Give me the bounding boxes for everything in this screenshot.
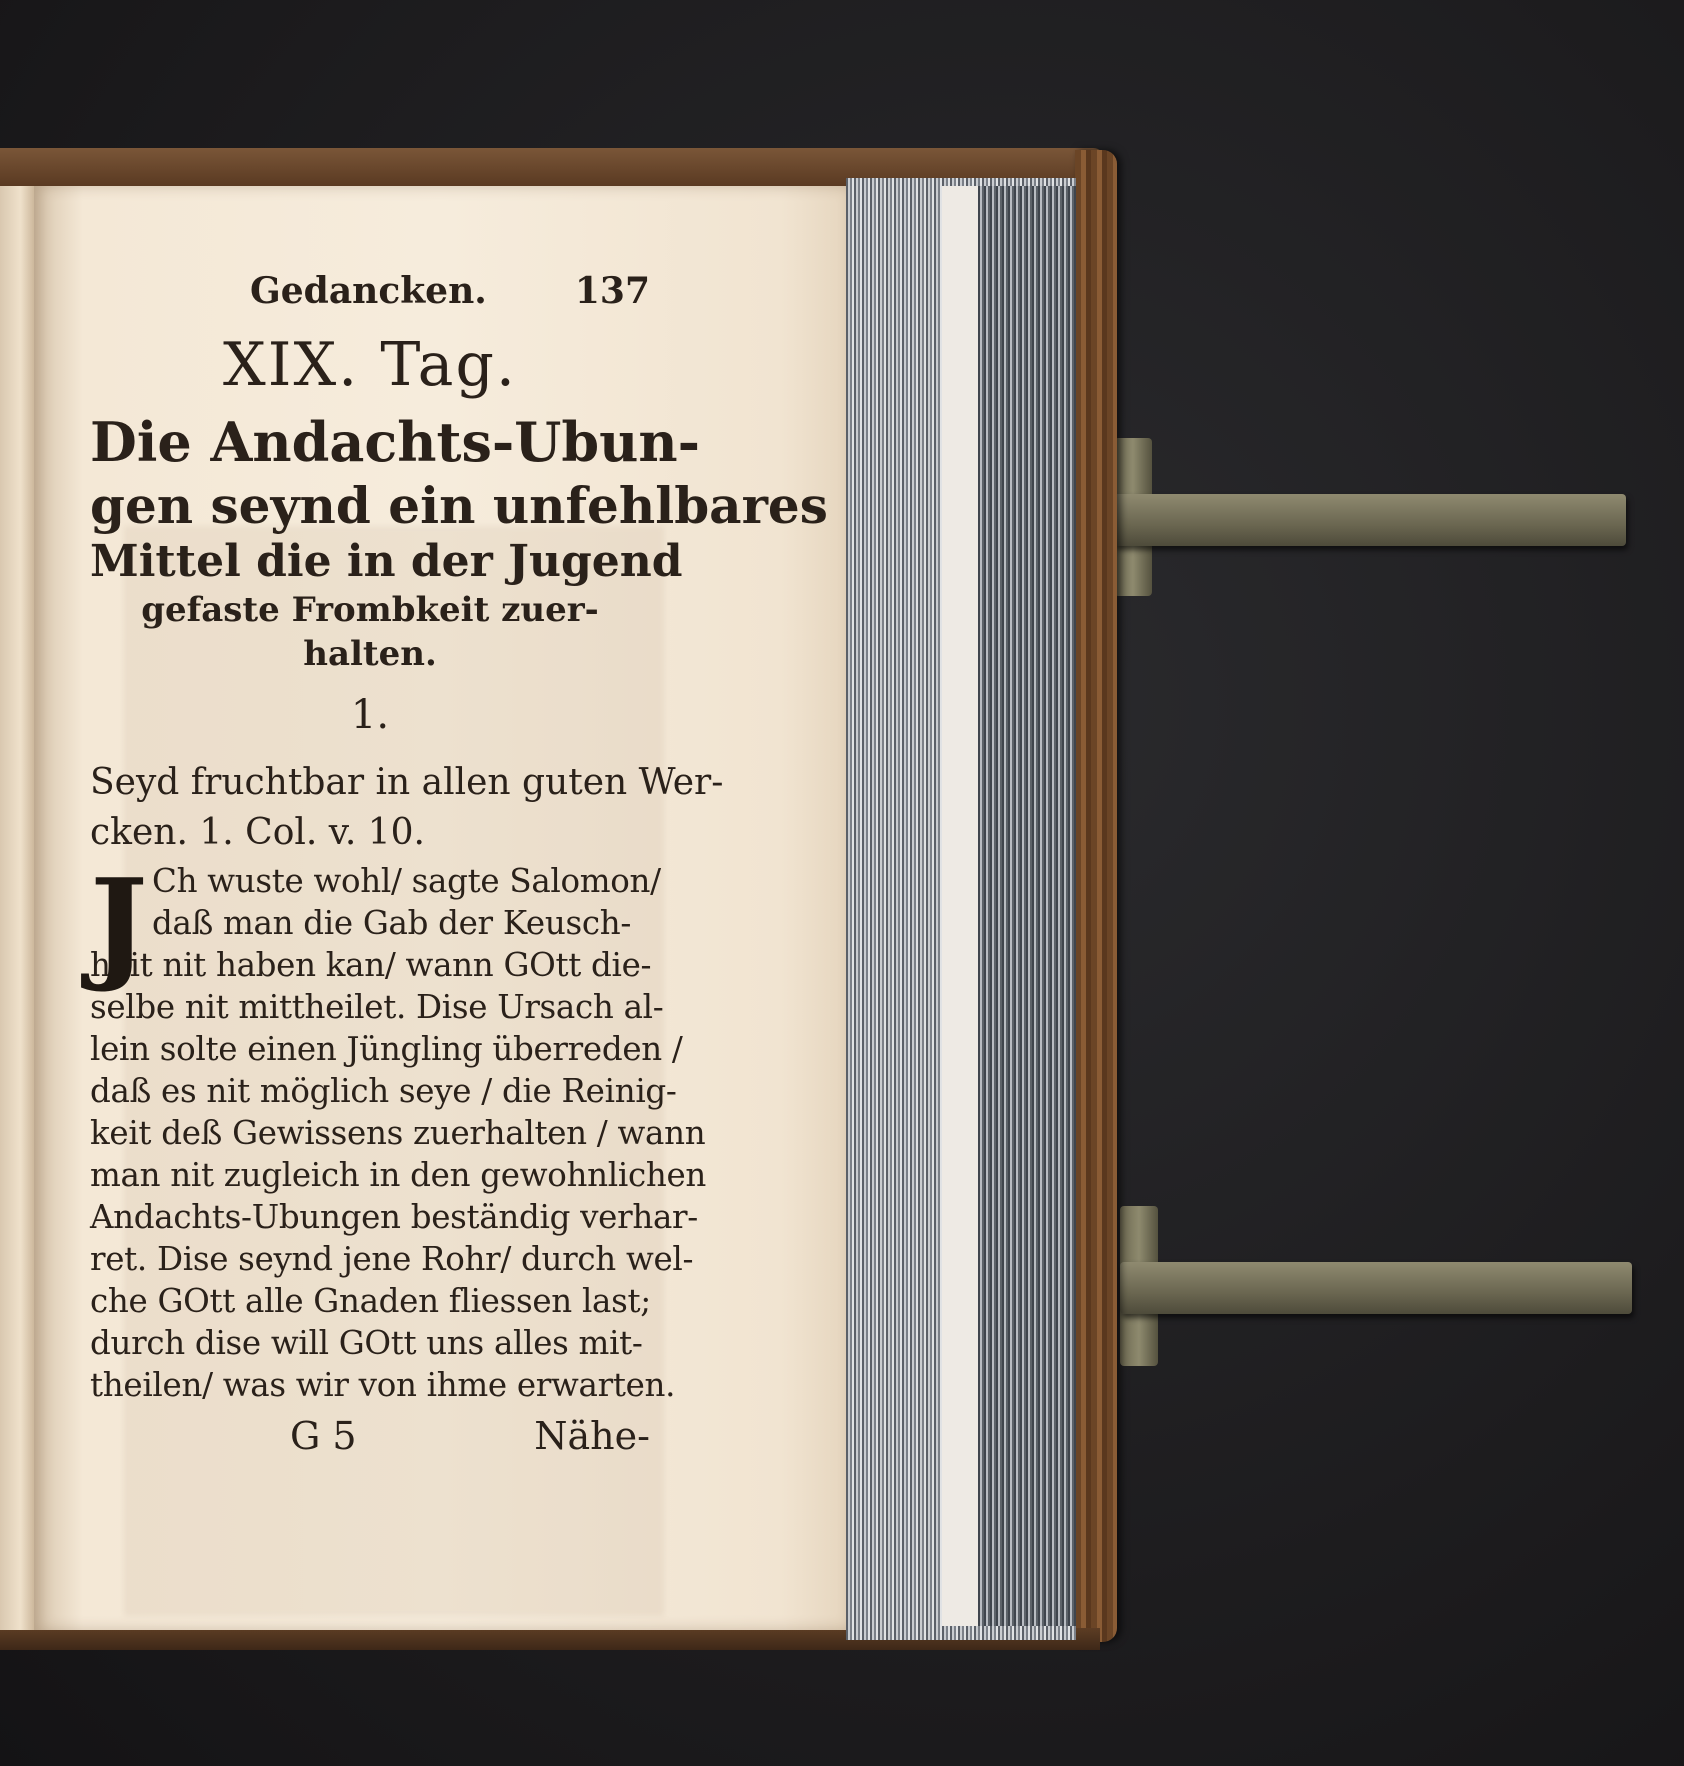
motto-line-2: cken. 1. Col. v. 10. bbox=[90, 812, 425, 853]
body-line-11: che GOtt alle Gnaden fliessen last; bbox=[90, 1282, 651, 1320]
body-line-6: daß es nit möglich seye / die Reinig- bbox=[90, 1072, 677, 1110]
page-number: 137 bbox=[574, 270, 650, 312]
page-text bbox=[90, 270, 828, 1458]
body-line-5: lein solte einen Jüngling überreden / bbox=[90, 1030, 683, 1068]
page-block-edges-rear bbox=[978, 186, 1076, 1626]
drop-cap: J bbox=[90, 851, 148, 995]
body-line-8: man nit zugleich in den gewohnlichen bbox=[90, 1156, 707, 1194]
body-line-7: keit deß Gewissens zuerhalten / wann bbox=[90, 1114, 706, 1152]
body-line-13: theilen/ was wir von ihme erwarten. bbox=[90, 1366, 676, 1404]
page-footer bbox=[90, 1414, 650, 1458]
day-heading: XIX. Tag. bbox=[223, 330, 517, 400]
body-line-2: daß man die Gab der Keusch- bbox=[152, 904, 632, 942]
catchword: Nähe- bbox=[534, 1414, 650, 1458]
upper-clasp bbox=[1114, 494, 1626, 546]
body-line-1: Ch wuste wohl/ sagte Salomon/ bbox=[152, 862, 661, 900]
section-number: 1. bbox=[350, 692, 390, 738]
title-line-3: Mittel die in der Jugend bbox=[90, 536, 683, 587]
title-line-4: gefaste Frombkeit zuer- bbox=[141, 590, 599, 630]
body-line-12: durch dise will GOtt uns alles mit- bbox=[90, 1324, 643, 1362]
title-line-5: halten. bbox=[303, 634, 437, 674]
body-line-9: Andachts-Ubungen beständig verhar- bbox=[90, 1198, 698, 1236]
body-paragraph bbox=[90, 851, 707, 1408]
body-line-10: ret. Dise seynd jene Rohr/ durch wel- bbox=[90, 1240, 694, 1278]
title-line-2: gen seynd ein unfehlbares bbox=[90, 476, 828, 535]
body-line-3: heit nit haben kan/ wann GOtt die- bbox=[90, 946, 652, 984]
motto-line-1: Seyd fruchtbar in allen guten Wer- bbox=[90, 762, 724, 803]
page-header bbox=[90, 270, 650, 326]
body-line-4: selbe nit mittheilet. Dise Ursach al- bbox=[90, 988, 664, 1026]
title-line-1: Die Andachts-Ubun- bbox=[90, 410, 701, 474]
page-block-gap bbox=[942, 186, 978, 1626]
facing-page-sliver bbox=[0, 186, 34, 1630]
signature-mark: G 5 bbox=[290, 1414, 357, 1458]
book-cover-edge bbox=[1075, 150, 1117, 1642]
running-head: Gedancken. bbox=[250, 270, 487, 312]
lower-clasp bbox=[1120, 1262, 1632, 1314]
